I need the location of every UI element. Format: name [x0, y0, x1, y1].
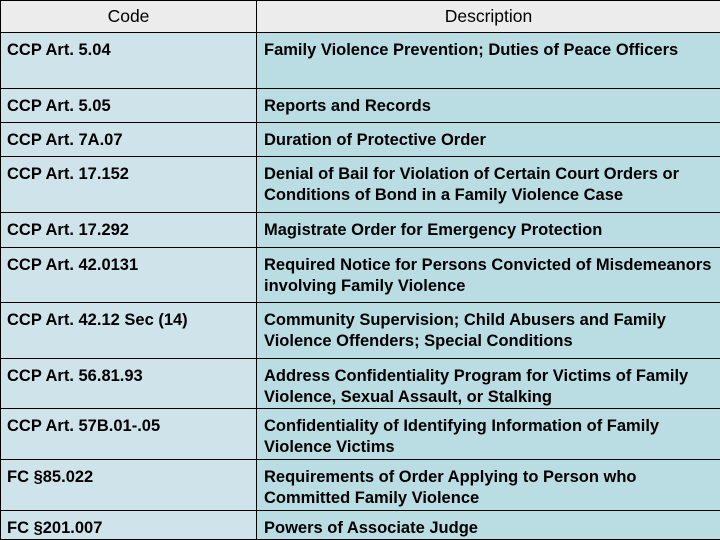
description-cell: Reports and Records — [257, 88, 720, 122]
code-cell — [1, 33, 257, 89]
code-text: CCP Art. 5.05 — [7, 96, 111, 115]
table-row — [1, 460, 720, 511]
code-cell — [1, 510, 257, 539]
code-text: CCP Art. 5.04 — [7, 41, 111, 59]
table-row — [1, 358, 720, 409]
code-cell — [1, 358, 257, 409]
table-row — [1, 157, 720, 213]
code-cell — [1, 409, 257, 460]
code-cell — [1, 303, 257, 359]
code-text: CCP Art. 17.292 — [7, 221, 129, 240]
code-text: FC §85.022 — [7, 468, 94, 487]
code-cell — [1, 123, 257, 157]
description-cell: Community Supervision; Child Abusers and Family Violence Offenders; Special Conditions — [257, 303, 720, 359]
table-row — [1, 247, 720, 303]
table-row — [1, 303, 720, 359]
description-cell: Duration of Protective Order — [257, 123, 720, 157]
table-row — [1, 213, 720, 247]
description-cell: Magistrate Order for Emergency Protection — [257, 213, 720, 247]
description-cell: Denial of Bail for Violation of Certain Court Orders or Conditions of Bond in a Family Violence Case — [257, 157, 720, 213]
header-code: Code — [1, 1, 257, 33]
code-text: CCP Art. 57B.01-.05 — [7, 417, 161, 436]
code-text: CCP Art. 42.12 Sec (14) — [7, 311, 188, 330]
code-cell — [1, 213, 257, 247]
header-row — [1, 1, 720, 33]
description-cell: Powers of Associate Judge — [257, 510, 720, 539]
code-cell — [1, 157, 257, 213]
code-text: CCP Art. 56.81.93 — [7, 366, 143, 385]
code-cell — [1, 247, 257, 303]
table-row — [1, 409, 720, 460]
table-row — [1, 123, 720, 157]
code-text: FC §201.007 — [7, 518, 103, 537]
description-cell: Address Confidentiality Program for Victims of Family Violence, Sexual Assault, or Stalking — [257, 358, 720, 409]
code-text: CCP Art. 42.0131 — [7, 255, 139, 274]
table-row — [1, 510, 720, 539]
code-cell — [1, 88, 257, 122]
description-cell: Required Notice for Persons Convicted of Misdemeanors involving Family Violence — [257, 247, 720, 303]
table-row — [1, 33, 720, 89]
table-row — [1, 88, 720, 122]
code-cell — [1, 460, 257, 511]
description-cell: Requirements of Order Applying to Person who Committed Family Violence — [257, 460, 720, 511]
header-description: Description — [257, 1, 720, 33]
code-text: CCP Art. 7A.07 — [7, 131, 123, 150]
code-text: CCP Art. 17.152 — [7, 165, 129, 184]
description-cell: Family Violence Prevention; Duties of Peace Officers — [257, 33, 720, 89]
description-cell: Confidentiality of Identifying Information of Family Violence Victims — [257, 409, 720, 460]
